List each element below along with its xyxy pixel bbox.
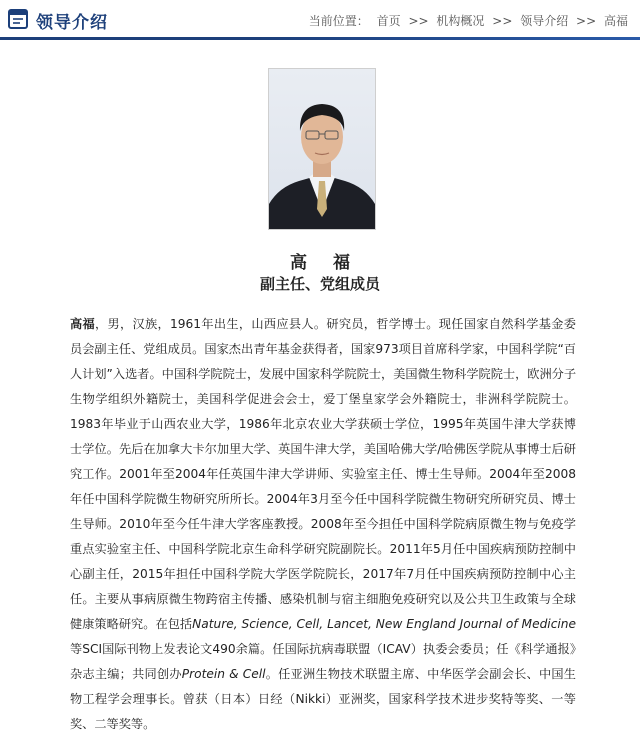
page-title: 领导介绍 — [36, 13, 108, 33]
breadcrumb-item-institution[interactable]: 机构概况 — [436, 14, 485, 28]
bio-journals: Nature, Science, Cell, Lancet, New England Journal of Medicine — [192, 617, 577, 631]
bio-name: 高福 — [70, 317, 95, 331]
bio-part-1: ，男，汉族，1961年出生，山西应县人。研究员，哲学博士。现任国家自然科学基金委员会副主任、党组成员。国家杰出青年基金获得者，国家973项目首席科学家，中国科学院“百人计划”入选者。中国科学院院士，发展中国家科学院院士，美国微生物科学院院士，欧洲分子生物学组织外籍院士，美国科学促进会会士，爱丁堡皇家学会外籍院士，非洲科学院院士。1983年毕业于山西农业大学，1986年北京农业大学获硕士学位，1995年英国牛津大学获博士学位。先后在加拿大卡尔加里大学、英国牛津大学，美国哈佛大学/哈佛医学院从事博士后研究工作。2001年至2004年任英国牛津大学讲师、实验室主任、博士生导师。2004年至2008年任中国科学院微生物研究所所长。2004年3月至今任中国科学院微生物研究所研究员、博士生导师。2010年至今任牛津大学客座教授。2008年至今担任中国科学院病原微生物与免疫学重点实验室主任、中国科学院北京生命科学研究院副院长。2011年5月任中国疾病预防控制中心副主任，2015年担任中国科学院大学医学院院长，2017年7月任中国疾病预防控制中心主任。主要从事病原微生物跨宿主传播、感染机制与宿主细胞免疫研究以及公共卫生政策与全球健康策略研究。在包括 — [70, 317, 577, 631]
document-list-icon — [8, 9, 28, 29]
leader-name: 高 福 — [290, 253, 360, 273]
breadcrumb-separator: >> — [408, 14, 429, 28]
breadcrumb-item-home[interactable]: 首页 — [376, 14, 401, 28]
breadcrumb-item-current: 高福 — [603, 14, 628, 28]
biography-text — [70, 312, 576, 737]
leader-role: 副主任、党组成员 — [259, 275, 380, 293]
breadcrumb — [307, 12, 630, 29]
bio-part-3: 。任亚洲生物技术联盟主席、中华医学会副会长、中国生物工程学会理事长。曾获（日本）日经（Nikki）亚洲奖，国家科学技术进步奖特等奖、一等奖、二等奖等。 — [70, 667, 576, 731]
profile-photo — [268, 68, 376, 230]
breadcrumb-separator: >> — [576, 14, 597, 28]
bio-part-2: 等SCI国际刊物上发表论文490余篇。任国际抗病毒联盟（ICAV）执委会委员；任《科学通报》杂志主编；共同创办 — [70, 642, 576, 681]
portrait-image — [269, 69, 375, 229]
bio-journal-protein-cell: Protein & Cell — [181, 667, 266, 681]
breadcrumb-prefix: 当前位置： — [308, 14, 369, 28]
header-accent-bar — [0, 37, 640, 40]
breadcrumb-separator: >> — [492, 14, 513, 28]
breadcrumb-item-leaders[interactable]: 领导介绍 — [520, 14, 569, 28]
page-header — [0, 0, 640, 39]
